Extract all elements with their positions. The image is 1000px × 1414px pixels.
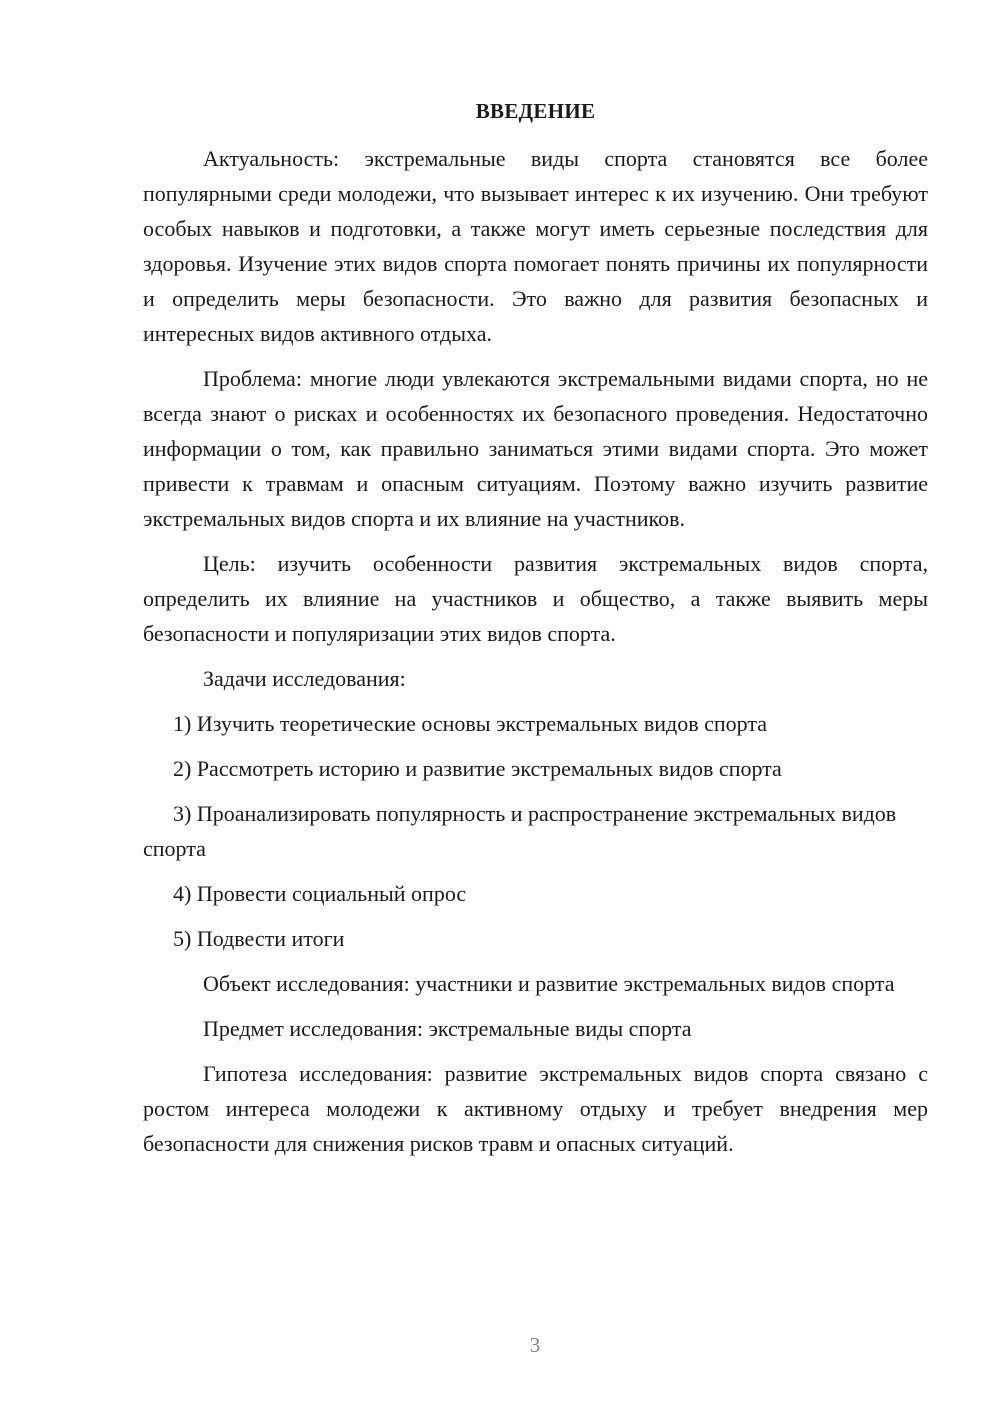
goal-paragraph: Цель: изучить особенности развития экстремальных видов спорта, определить их влияние на участников и общество, а также выявить меры безопасности и популяризации этих видов спорта. (143, 551, 928, 646)
relevance-paragraph: Актуальность: экстремальные виды спорта становятся все более популярными среди молодежи, что вызывает интерес к их изучению. Они требуют особых навыков и подготовки, а также могут иметь серьезные последствия для здоровья. Изучение этих видов спорта помогает понять причины их популярности и определить меры безопасности. Это важно для развития безопасных и интересных видов активного отдыха. (143, 146, 928, 346)
tasks-heading: Задачи исследования: (203, 666, 406, 691)
problem-paragraph: Проблема: многие люди увлекаются экстремальными видами спорта, но не всегда знают о рисках и особенностях их безопасного проведения. Недостаточно информации о том, как правильно заниматься этими видами спорта. Это может привести к травмам и опасным ситуациям. Поэтому важно изучить развитие экстремальных видов спорта и их влияние на участников. (143, 366, 928, 531)
tasks-list (143, 706, 928, 956)
task-item: 5) Подвести итоги (173, 926, 345, 951)
task-item: 4) Провести социальный опрос (173, 881, 467, 906)
task-item: 2) Рассмотреть историю и развитие экстремальных видов спорта (173, 756, 782, 781)
task-item: 1) Изучить теоретические основы экстремальных видов спорта (173, 711, 768, 736)
hypothesis-paragraph: Гипотеза исследования: развитие экстремальных видов спорта связано с ростом интереса молодежи к активному отдыху и требует внедрения мер безопасности для снижения рисков травм и опасных ситуаций. (143, 1061, 928, 1156)
task-item: 3) Проанализировать популярность и распространение экстремальных видов спорта (143, 801, 897, 861)
section-title: ВВЕДЕНИЕ (475, 99, 596, 123)
subject-paragraph: Предмет исследования: экстремальные виды спорта (203, 1016, 692, 1041)
object-paragraph: Объект исследования: участники и развитие экстремальных видов спорта (203, 971, 895, 996)
page-content (143, 96, 928, 1171)
page-number: 3 (529, 1333, 541, 1357)
